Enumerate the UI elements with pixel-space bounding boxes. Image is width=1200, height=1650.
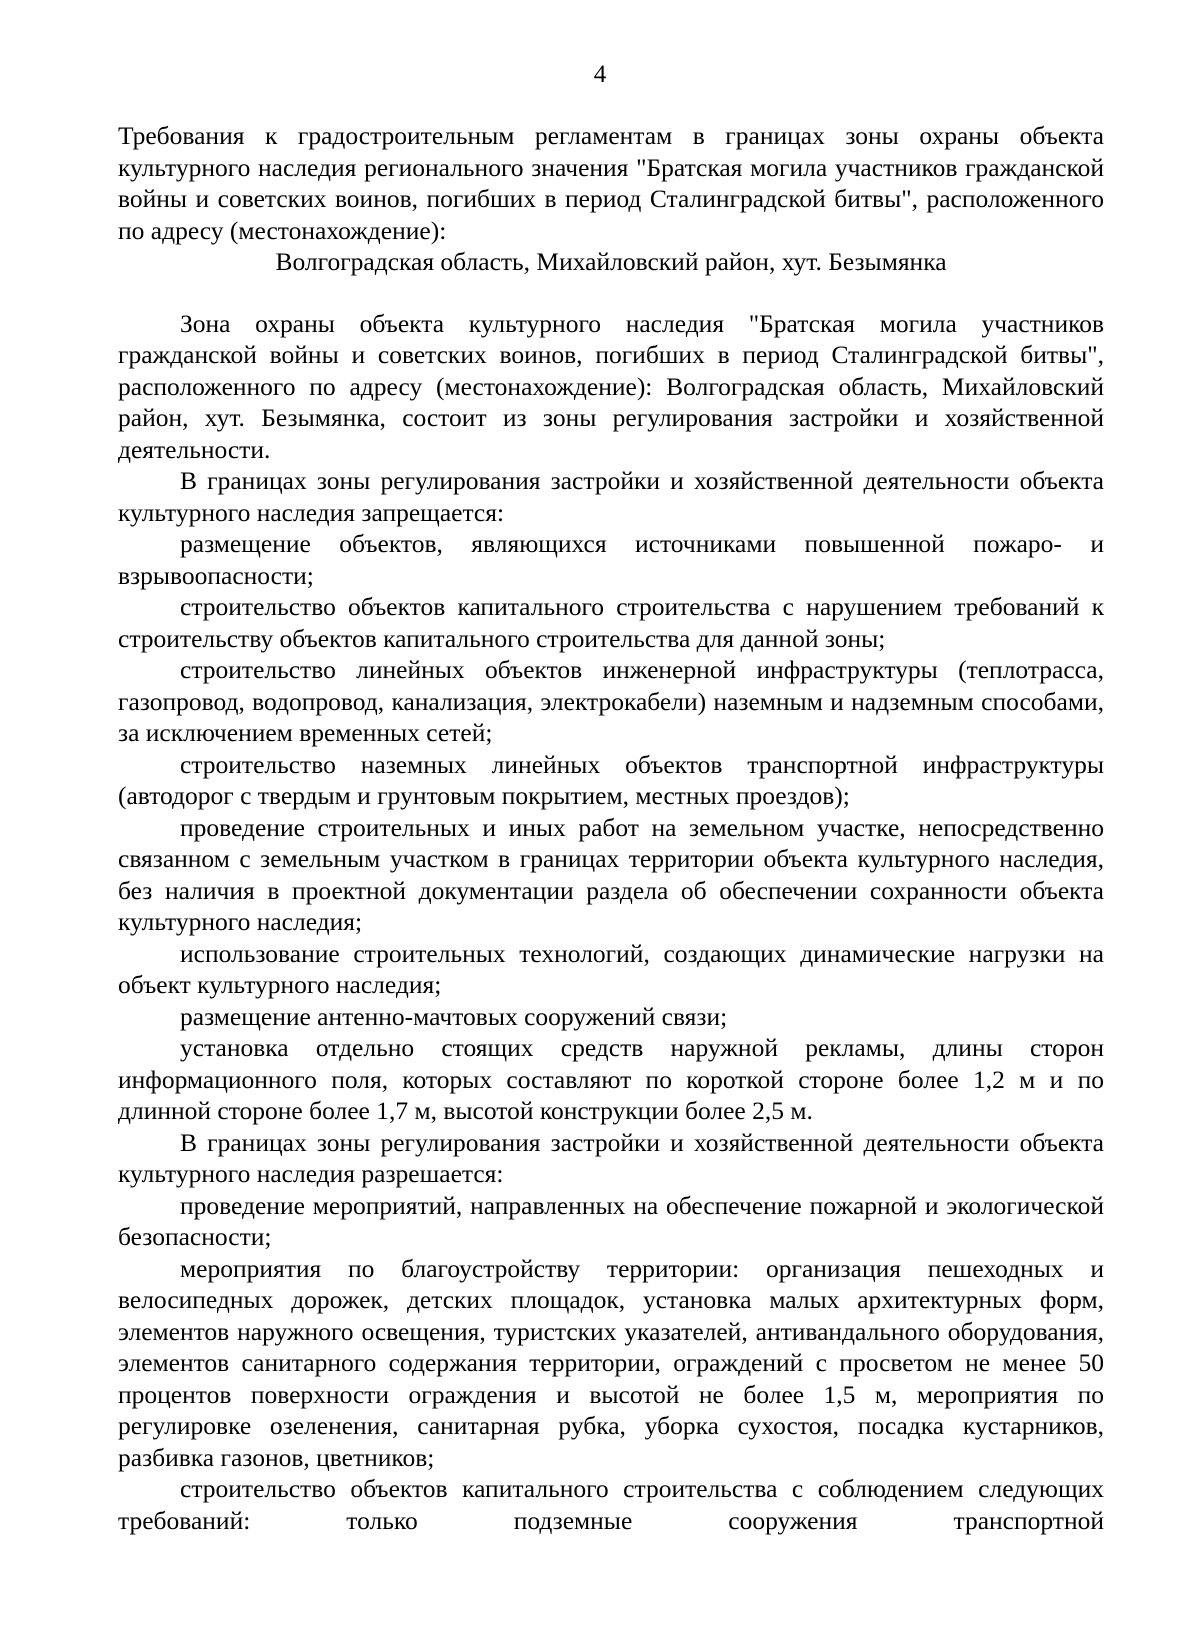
list-item-permitted: мероприятия по благоустройству территории: организация пешеходных и велосипедных дорожек, детских площадок, установка малых архитектурных форм, элементов наружного освещения, туристских указателей, антивандального оборудования, элементов санитарного содержания территории, ограждений с просветом не менее 50 процентов поверхности ограждения и высотой не более 1,5 м, мероприятия по регулировке озеленения, санитарная рубка, уборка сухостоя, посадка кустарников, разбивка газонов, цветников; <box>118 1253 1104 1472</box>
list-item-prohibited: проведение строительных и иных работ на земельном участке, непосредственно связанном с земельным участком в границах территории объекта культурного наследия, без наличия в проектной документации раздела об обеспечении сохранности объекта культурного наследия; <box>118 812 1104 936</box>
list-item-prohibited: строительство наземных линейных объектов транспортной инфраструктуры (автодорог с твердым и грунтовым покрытием, местных проездов); <box>118 749 1104 810</box>
list-item-prohibited: размещение объектов, являющихся источниками повышенной пожаро- и взрывоопасности; <box>118 529 1104 590</box>
page-number: 4 <box>593 61 607 88</box>
list-item-prohibited: строительство объектов капитального строительства с нарушением требований к строительству объектов капитального строительства для данной зоны; <box>118 592 1104 653</box>
list-item-prohibited: установка отдельно стоящих средств наружной рекламы, длины сторон информационного поля, которых составляют по короткой стороне более 1,2 м и по длинной стороне более 1,7 м, высотой конструкции более 2,5 м. <box>118 1033 1104 1125</box>
title-location: Волгоградская область, Михайловский район, хут. Безымянка <box>275 247 947 276</box>
document-title <box>118 120 1104 278</box>
document-body <box>118 120 1104 1536</box>
list-item-prohibited: размещение антенно-мачтовых сооружений связи; <box>180 1001 728 1031</box>
list-item-permitted: проведение мероприятий, направленных на обеспечение пожарной и экологической безопасности; <box>118 1190 1104 1251</box>
paragraph-prohibited-intro: В границах зоны регулирования застройки и хозяйственной деятельности объекта культурного наследия запрещается: <box>118 466 1104 527</box>
list-item-permitted: строительство объектов капитального строительства с соблюдением следующих требований: только подземные сооружения транспортной <box>118 1474 1104 1535</box>
title-text: Требования к градостроительным регламентам в границах зоны охраны объекта культурного наследия регионального значения "Братская могила участников гражданской войны и советских воинов, погибших в период Сталинградской битвы", расположенного по адресу (местонахождение): <box>118 121 1104 245</box>
paragraph-permitted-intro: В границах зоны регулирования застройки и хозяйственной деятельности объекта культурного наследия разрешается: <box>118 1127 1104 1188</box>
paragraph-zone-composition: Зона охраны объекта культурного наследия "Братская могила участников гражданской войны и советских воинов, погибших в период Сталинградской битвы", расположенного по адресу (местонахождение): Волгоградская область, Михайловский район, хут. Безымянка, состоит из зоны регулирования застройки и хозяйственной деятельности. <box>118 308 1104 464</box>
list-item-prohibited: строительство линейных объектов инженерной инфраструктуры (теплотрасса, газопровод, водопровод, канализация, электрокабели) наземным и надземным способами, за исключением временных сетей; <box>118 655 1104 747</box>
list-item-prohibited: использование строительных технологий, создающих динамические нагрузки на объект культурного наследия; <box>118 938 1104 999</box>
